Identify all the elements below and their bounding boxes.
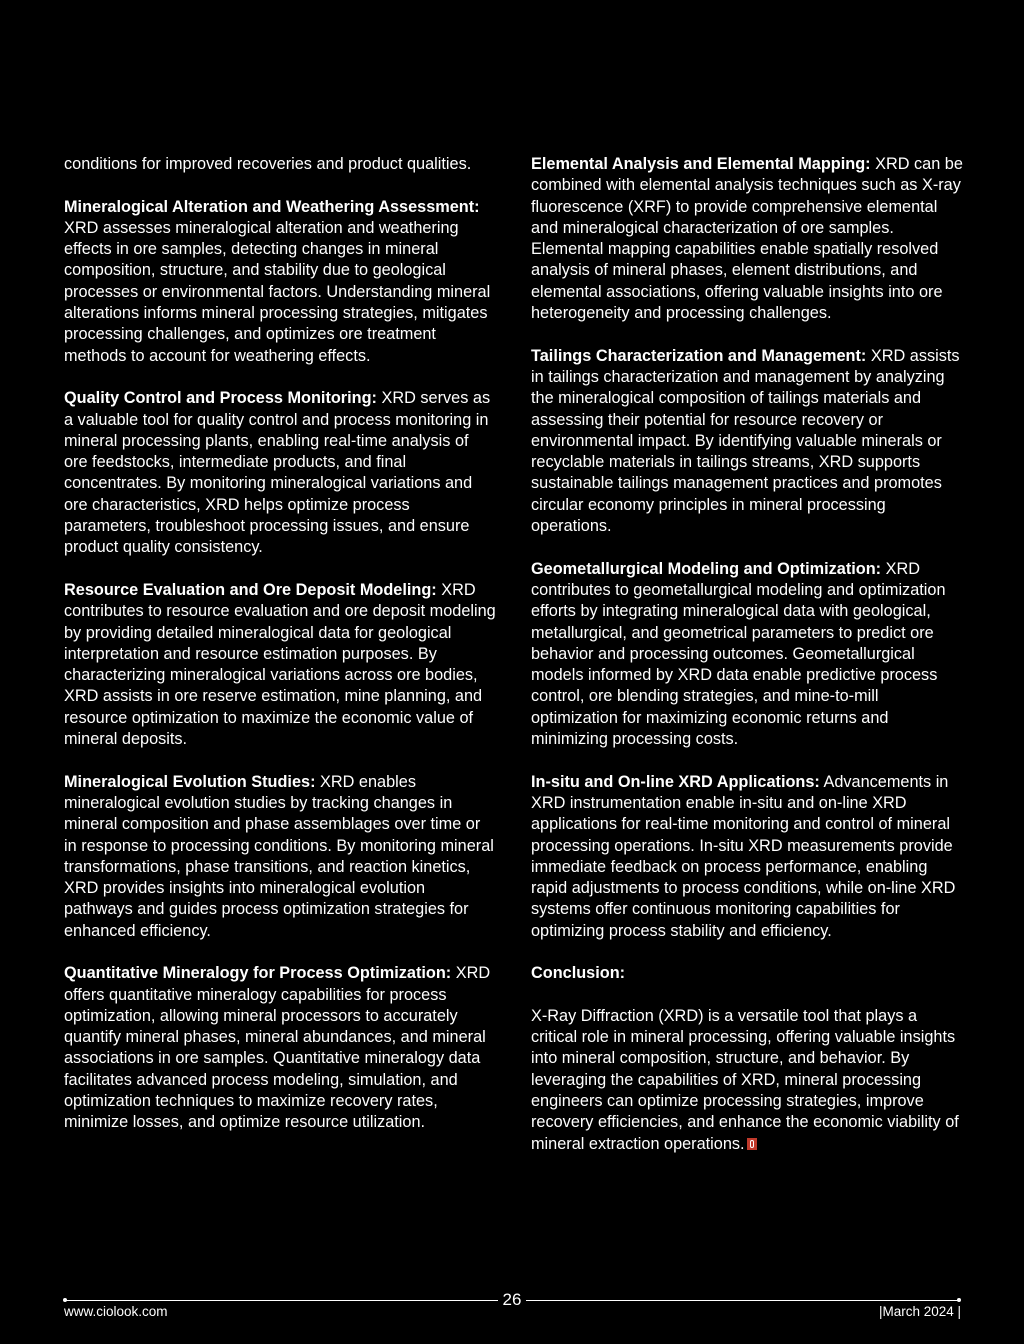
section-heading: Tailings Characterization and Management: [531,346,867,365]
section-heading: Quality Control and Process Monitoring: [64,389,377,408]
paragraph-in-situ: In-situ and On-line XRD Applications: Advancements in XRD instrumentation enable in-situ and on-line XRD applications for real-time monitoring and control of mineral processing operations. In-situ XRD measurements provide immediate feedback on process performance, enabling rapid adjustments to process conditions, while on-line XRD systems offer continuous monitoring capabilities for optimizing process stability and efficiency. [531,772,956,940]
section-heading: Elemental Analysis and Elemental Mapping: [531,155,871,173]
paragraph-geometallurgical: Geometallurgical Modeling and Optimization: XRD contributes to geometallurgical modeling and optimization efforts by integrating mineralogical data with geological, metallurgical, and geometrical parameters to predict ore behavior and processing outcomes. Geometallurgical models informed by XRD data enable predictive process control, ore blending strategies, and mine-to-mill optimization for maximizing economic returns and minimizing processing costs. [531,559,946,749]
footer-website: www.ciolook.com [64,1304,168,1319]
paragraph-tailings: Tailings Characterization and Management: XRD assists in tailings characterization and management by analyzing the mineralogical composition of tailings materials and assessing their potential for resource recovery or environmental impact. By identifying valuable minerals or recyclable materials in tailings streams, XRD supports sustainable tailings management practices and promotes circular economy principles in mineral processing operations. [531,346,960,536]
section-heading: Conclusion: [531,964,626,983]
page-number: 26 [502,1290,522,1309]
left-column [64,154,496,1155]
section-heading: Mineralogical Evolution Studies: [64,772,316,791]
footer-date: |March 2024 | [878,1304,961,1319]
section-heading: Geometallurgical Modeling and Optimization: [531,559,882,578]
article-end-icon [747,1138,757,1150]
paragraph-quantitative-mineralogy: Quantitative Mineralogy for Process Optimization: XRD offers quantitative mineralogy capabilities for process optimization, allowing mineral processors to accurately quantify mineral phases, mineral abundances, and mineral associations in ore samples. Quantitative mineralogy data facilitates advanced process modeling, simulation, and optimization techniques to maximize recovery rates, minimize losses, and optimize resource utilization. [64,964,491,1132]
section-heading: Resource Evaluation and Ore Deposit Modeling: [64,580,437,599]
section-heading: Quantitative Mineralogy for Process Optimization: [64,964,452,983]
paragraph-resource-evaluation: Resource Evaluation and Ore Deposit Modeling: XRD contributes to resource evaluation and ore deposit modeling by providing detailed mineralogical data for geological interpretation and resource estimation purposes. By characterizing mineralogical variations across ore bodies, XRD assists in ore reserve estimation, mine planning, and resource optimization to maximize the economic value of mineral deposits. [64,580,496,749]
section-heading: Mineralogical Alteration and Weathering Assessment: [64,197,480,216]
footer-rule-right [526,1300,959,1301]
paragraph-conclusion: X-Ray Diffraction (XRD) is a versatile tool that plays a critical role in mineral processing, offering valuable insights into mineral composition, structure, and behavior. By leveraging the capabilities of XRD, mineral processing engineers can optimize processing strategies, improve recovery efficiencies, and enhance the economic viability of mineral extraction operations. [531,1006,959,1153]
paragraph-continuation: conditions for improved recoveries and product qualities. [64,155,472,173]
paragraph-mineralogical-alteration: Mineralogical Alteration and Weathering Assessment: XRD assesses mineralogical alteration and weathering effects in ore samples, detecting changes in mineral composition, structure, and stability due to geological processes or environmental factors. Understanding mineral alterations informs mineral processing strategies, mitigates processing challenges, and optimizes ore treatment methods to account for weathering effects. [64,197,491,365]
conclusion-heading [531,963,963,984]
section-heading: In-situ and On-line XRD Applications: [531,772,820,791]
paragraph-mineralogical-evolution: Mineralogical Evolution Studies: XRD enables mineralogical evolution studies by tracking changes in mineral composition and phase assemblages over time or in response to processing conditions. By monitoring mineral transformations, phase transitions, and reaction kinetics, XRD provides insights into mineralogical evolution pathways and guides process optimization strategies for enhanced efficiency. [64,772,494,940]
footer-rule-left [65,1300,498,1301]
paragraph-elemental-analysis: Elemental Analysis and Elemental Mapping: XRD can be combined with elemental analysis techniques such as X-ray fluorescence (XRF) to provide comprehensive elemental and mineralogical characterization of ore samples. Elemental mapping capabilities enable spatially resolved analysis of mineral phases, element distributions, and elemental associations, offering valuable insights into ore heterogeneity and processing challenges. [531,155,963,323]
paragraph-quality-control: Quality Control and Process Monitoring: XRD serves as a valuable tool for quality control and process monitoring in mineral processing plants, enabling real-time analysis of ore feedstocks, intermediate products, and final concentrates. By monitoring mineralogical variations and ore characteristics, XRD helps optimize process parameters, troubleshoot processing issues, and ensure product quality consistency. [64,389,491,557]
right-column [531,154,963,1176]
footer-line-dot-right [957,1298,961,1302]
